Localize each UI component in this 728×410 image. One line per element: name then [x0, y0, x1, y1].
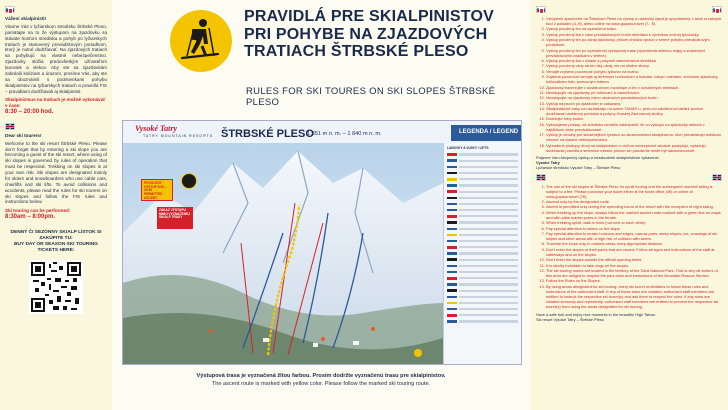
rule-item: 3. Výstup povolený iba v čase prevádzkových hodín strediska s výnimkou nočnej lyžovačky. — [546, 32, 722, 37]
legend-row — [447, 158, 518, 163]
legend-row — [447, 257, 518, 262]
uk-flag-icon — [712, 174, 722, 181]
qr-title-en: BUY DAY OR SEASON SKI TOURING TICKETS HERE: — [14, 242, 98, 254]
legend-entry — [459, 153, 518, 155]
legend-swatch — [447, 240, 457, 243]
legend-row — [447, 208, 518, 213]
rule-item: 9. Don't enter the slopes or their parks that are closed. Follow all signs and instructions of the staff at cableways and on the slopes. — [546, 247, 722, 257]
legend-swatch — [447, 178, 457, 181]
rule-item: 12. Nevstupujte na zjazdovky mimo otváracích prevádzkových hodín. — [546, 95, 722, 100]
legend-entry — [459, 234, 518, 236]
rule-item: 13. Follow the Rules on the Slopes. — [546, 278, 722, 283]
legend-swatch — [447, 234, 457, 237]
ski-map — [122, 120, 522, 365]
footer-text-en: The ascent route is marked with yellow color. Please follow the marked ski touring route. — [211, 381, 431, 388]
rule-item: 6. Pay special attention to skiers on the slope. — [546, 226, 722, 231]
legend-swatch — [447, 271, 457, 274]
rule-item: 6. Výstup povolený iba v súlade s pokynmi zamestnanca strediska. — [546, 58, 722, 63]
qr-title-sk: DENNÝ ČI SEZÓNNY SKIALP LÍSTOK SI ZAKÚPITE TU: — [10, 229, 102, 241]
rule-item: 11. Nevstupujte na zjazdovky pri rolbovaní a zasnežovaní. — [546, 90, 722, 95]
legend-row — [447, 195, 518, 200]
legend-swatch — [447, 215, 457, 218]
map-altitude: 1 351 m n. m. – 1 840 m n. m. — [307, 131, 382, 137]
slovak-flag-icon — [536, 6, 546, 13]
legend-row — [447, 164, 518, 169]
legend-swatch — [447, 277, 457, 280]
rule-item: 1. The use of the ski slopes at Štrbské Pleso for uphill touring and the subsequent downhill skiing is subject to a fee. Please purchase your ticket either at the ticket office (4€) or online at www.gopass.travel (7€). — [546, 184, 722, 199]
legend-entry — [459, 160, 518, 162]
legend-entry — [459, 209, 518, 211]
uk-flag-icon — [536, 174, 546, 181]
map-header — [123, 121, 521, 143]
legend-row — [447, 232, 518, 237]
legend-tab: LEGENDA / LEGEND — [451, 125, 521, 141]
legend-entry — [459, 271, 518, 273]
legend-entry — [459, 296, 518, 298]
rules-list-en — [536, 184, 722, 309]
ascent-forbidden-note: ZÁKAZ VÝSTUPU MIMO VYZNAČENEJ SKIALP TRASY — [157, 207, 193, 229]
legend-row — [447, 319, 518, 324]
rule-item: 8. Venujte zvýšenú pozornosť pohybu lyžiarov na svahu. — [546, 69, 722, 74]
rule-item: 13. Výstup na psoch po zjazdovke je zakázaný. — [546, 101, 722, 106]
resort-brand-sub: TATRY MOUNTAIN RESORTS — [143, 134, 214, 138]
legend-row — [447, 288, 518, 293]
rule-item: 3. Ascent is permitted only during the operating hours of the resort with the exception of night skiing. — [546, 204, 722, 209]
flag-row — [536, 4, 722, 16]
legend-swatch — [447, 190, 457, 193]
legend-entry — [459, 252, 518, 254]
legend-row — [447, 245, 518, 250]
rule-item: 11. It is strictly forbidden to take dogs on the slopes. — [546, 263, 722, 268]
legend-swatch — [447, 221, 457, 224]
rule-item: 10. Don't enter the slopes outside the official opening times. — [546, 257, 722, 262]
rule-item: 10. Zjazdovky traverzujte v dostatočnom rozostupe a len v označených miestach. — [546, 85, 722, 90]
uk-flag-icon — [5, 123, 15, 130]
rule-item: 8. Traverse the slope only in marked areas, keep appropriate distance. — [546, 241, 722, 246]
legend-row — [447, 282, 518, 287]
legend-row — [447, 294, 518, 299]
legend-title: LANOVKY A VLEKY / LIFTS — [447, 146, 489, 150]
rule-item: 7. Pay special attention to terrain horizons and edges, narrow parts, steep slopes, ice, crossings of ski slopes and other areas with a high risk of collision with skiers. — [546, 231, 722, 241]
legend-row — [447, 202, 518, 207]
legend-entry — [459, 246, 518, 248]
poster-subtitle: RULES FOR SKI TOURES ON SKI SLOPES ŠTRBSKÉ PLESO — [246, 86, 496, 108]
legend-entry — [459, 172, 518, 174]
footer-text-sk: Výstupová trasa je vyznačená žltou farbou. Prosím dodržte vyznačenú trasu pre skialpinistov. — [196, 373, 446, 379]
legend-swatch — [447, 246, 457, 249]
legend-swatch — [447, 258, 457, 261]
legend-row — [447, 276, 518, 281]
legend-swatch — [447, 153, 457, 156]
poster-title — [244, 8, 534, 61]
legend-row — [447, 270, 518, 275]
legend-swatch — [447, 302, 457, 305]
en-signature-name: Ski resort Vysoké Tatry – Štrbské Pleso — [536, 316, 604, 322]
rule-item: 5. Výstup povolený len po vyznačenej výstupovej trase (vyznačená zelenou mapy a značenými prevádzkovými značkami v teréne). — [546, 48, 722, 58]
rule-item: 2. Ascend only by the designated route. — [546, 199, 722, 204]
legend-row — [447, 307, 518, 312]
poster-footer — [112, 368, 530, 410]
legend-row — [447, 239, 518, 244]
legend-row — [447, 177, 518, 182]
legend-swatch — [447, 184, 457, 187]
legend-entry — [459, 259, 518, 261]
sk-greeting: Vážení skialpinisti! — [5, 16, 47, 21]
rule-item: 17. Výstup je vhodný pre skúsenejších lyžiarov so skúsenosťami skialpinizmu, ktorí prevádzkujú turistickú činnosť na vlastné nebezpečenstvo. — [546, 132, 722, 142]
legend-entry — [459, 228, 518, 230]
legend-row — [447, 313, 518, 318]
legend-swatch — [447, 308, 457, 311]
legend-entry — [459, 178, 518, 180]
rule-item: 18. Vyhradené prístupy, ktorý sa skialpinistom s cieľom nebezpečné situácie poskytujú, vyžadujú dodržiavať pravidlá a smernice miesta, pričom ich porušenie môže byť sankcionované. — [546, 143, 722, 153]
rule-item: 1. Vstúpenie zjazdoviek na Štrbskom Plese na výstup a následný zjazd je spoplatnený. Lístok si zakúpte buď v pokladni (4,-€), alebo online na www.gopass.travel (7,- €). — [546, 16, 722, 26]
legend-entry — [459, 191, 518, 193]
en-signature — [536, 312, 722, 322]
flag-row — [536, 172, 722, 184]
sk-time-label: Skialpinizmus na tratiach je možné vykonávať v čase: — [5, 97, 106, 109]
title-line-2: PRI POHYBE NA ZJAZDOVÝCH — [244, 25, 488, 43]
sk-time-value: 8:30 – 20:00 hod. — [5, 109, 54, 116]
qr-code-icon[interactable] — [29, 260, 83, 314]
legend-swatch — [447, 159, 457, 162]
en-intro-text: Welcome to the ski resort Štrbské Pleso. Please don't forget that by entering a ski slope you are becoming a guest of the ski resort, where using of ski slopes is governed by rules of operation that must be respected. Trekking on ski slopes is at your own risk. Ski slopes are designated mainly for skiers and snowboarders who use cable cars, chairlifts and ski lifts. To avoid collisions and accidents, please read the rules for ski tourers on ski slopes and follow the FIS rules and instructions below. — [5, 140, 107, 205]
legend-swatch — [447, 203, 457, 206]
ski-tourer-logo-icon — [170, 10, 232, 72]
rule-item: 12. The ski touring routes are located in the territory of the Tatra National Park. That is why all visitors of this area are obliged to respect the park rules and instructions of the Mountain Rescue Service. — [546, 268, 722, 278]
en-time-label: Ski touring can be performed: — [5, 208, 71, 214]
legend-swatch — [447, 166, 457, 169]
legend-row — [447, 251, 518, 256]
legend-entry — [459, 320, 518, 322]
legend-rows — [447, 152, 518, 324]
rule-item: 5. When trekking uphill, walk in lines (not next to each other). — [546, 220, 722, 225]
legend-swatch — [447, 197, 457, 200]
legend-entry — [459, 308, 518, 310]
legend-swatch — [447, 289, 457, 292]
legend-swatch — [447, 252, 457, 255]
rule-item: 15. Dodržujte biely kódex. — [546, 116, 722, 121]
rule-item: 4. When trekking up the slope, always follow the marked ascent route marked with a green line on maps and with piste marker poles in the terrain. — [546, 210, 722, 220]
resort-brand: Vysoké Tatry — [135, 124, 177, 133]
sk-signature-place: Lyžiarske stredisko Vysoké Tatry – Štrbské Pleso — [536, 164, 621, 170]
sk-signature-name: Vysoké Tatry — [536, 159, 560, 165]
poster-header — [112, 0, 530, 120]
legend-entry — [459, 184, 518, 186]
rule-item: 16. Vyžadujeme prístup, ak stredisko nemôže zabezpečiť, že vo výstupu na zjazdovky nebudú v najbližšom čase prevádzkované. — [546, 122, 722, 132]
map-legend — [443, 143, 521, 365]
legend-swatch — [447, 314, 457, 317]
legend-swatch — [447, 172, 457, 175]
legend-swatch — [447, 209, 457, 212]
left-info-column — [0, 0, 112, 410]
mountain-map-illustration — [123, 143, 443, 365]
legend-swatch — [447, 228, 457, 231]
legend-row — [447, 189, 518, 194]
legend-entry — [459, 302, 518, 304]
rule-item: 7. Výstup povolený vždy na ten istý okraj, nie na obidve strany. — [546, 63, 722, 68]
legend-row — [447, 301, 518, 306]
legend-row — [447, 214, 518, 219]
legend-entry — [459, 215, 518, 217]
en-greeting: Dear ski tourers! — [5, 132, 42, 138]
legend-swatch — [447, 265, 457, 268]
legend-row — [447, 183, 518, 188]
sk-intro-text: Vitame Vás v lyžiarskom stredisku Štrbské Pleso, pamätajte na to že výstupom na zjazdovku sa stávate hosťom strediska a pohyb po lyžiarskych tratiach je stanovený prevádzkovým poriadkom, ktorý je nutné dodržiavať. Na zjazdových tratiach sa pohybujú na vlastné nebezpečenstvo. Zjazdovky slúžia predovšetkým užívateľom lanoviek a vlekov. Aby ste sa zjazdovkám zabránili kolíziam a úrazom, prosíme Vás, aby ste sa oboznámili s podmienkami pohybu skialpinistov na lyžiarskych tratiach a pravidlá FIS – pravidlami dodržiavali aj skialpinisti. — [5, 23, 107, 94]
legend-row — [447, 171, 518, 176]
legend-entry — [459, 314, 518, 316]
legend-entry — [459, 197, 518, 199]
en-signature-note: Have a safe trek and enjoy nice moments in the beautiful High Tatras. — [536, 311, 656, 317]
legend-swatch — [447, 320, 457, 323]
rule-item: 9. Zvýšená pozornosť venujte aj terénnym horizontom a hranám, úzkym miestam, vrcholom zjazdovky, križovatkám tratí, pomocným tratiam. — [546, 74, 722, 84]
ascent-permitted-note: POVOLENÝ VÝSTUP 8:30 – 20:00 PERMITTED ASCENT — [141, 179, 173, 201]
sk-signature-note: Prajeme Vám bezpečný výstup a nezabudnite skialpinistické vybavenie. — [536, 154, 660, 160]
title-line-1: PRAVIDLÁ PRE SKIALPINISTOV — [244, 8, 494, 25]
legend-swatch — [447, 296, 457, 299]
slovak-flag-icon — [5, 6, 15, 13]
rule-item: 14. By using areas designated for ski touring, every ski tourer undertakes to follow these rules and instructions of the authorised staff. If any of these rules are violated, authorised staff members are entitled to instruct the respective ski tourer(s) and ask them to respect the rules. If any rules are violated seriously and repeatedly, authorised staff members are entitled to prevent the respective ski tourer(s) from using the areas designated for ski touring. — [546, 284, 722, 309]
legend-row — [447, 226, 518, 231]
legend-entry — [459, 166, 518, 168]
map-title: ŠTRBSKÉ PLESO — [221, 128, 314, 140]
legend-entry — [459, 203, 518, 205]
rule-item: 14. Skialpinistické trasy na nachádzajú na území TANAP-u, preto sú návštevníci taktiež povinní dodržiavať návštevný poriadok a pokyny Horskej Záchrannej služby. — [546, 106, 722, 116]
legend-entry — [459, 283, 518, 285]
right-rules-column — [530, 0, 728, 410]
ski-tourer-badge-icon — [181, 173, 197, 189]
legend-swatch — [447, 283, 457, 286]
legend-row — [447, 263, 518, 268]
legend-row — [447, 152, 518, 157]
en-time-value: 8:30am – 8:00pm. — [5, 214, 56, 221]
legend-entry — [459, 221, 518, 223]
legend-row — [447, 220, 518, 225]
rules-list-sk — [536, 16, 722, 153]
legend-entry — [459, 277, 518, 279]
slovak-flag-icon — [712, 6, 722, 13]
legend-entry — [459, 265, 518, 267]
title-line-3: TRATIACH ŠTRBSKÉ PLESO — [244, 43, 469, 61]
legend-entry — [459, 240, 518, 242]
legend-entry — [459, 290, 518, 292]
sk-signature — [536, 155, 722, 170]
rule-item: 4. Výstup povolený len po okraji zjazdovky, pričom chôdza vpravo v smere pohybu prevádzkovým poriadkom. — [546, 37, 722, 47]
rule-item: 2. Výstup povolený len na vyznačenú trasu. — [546, 26, 722, 31]
